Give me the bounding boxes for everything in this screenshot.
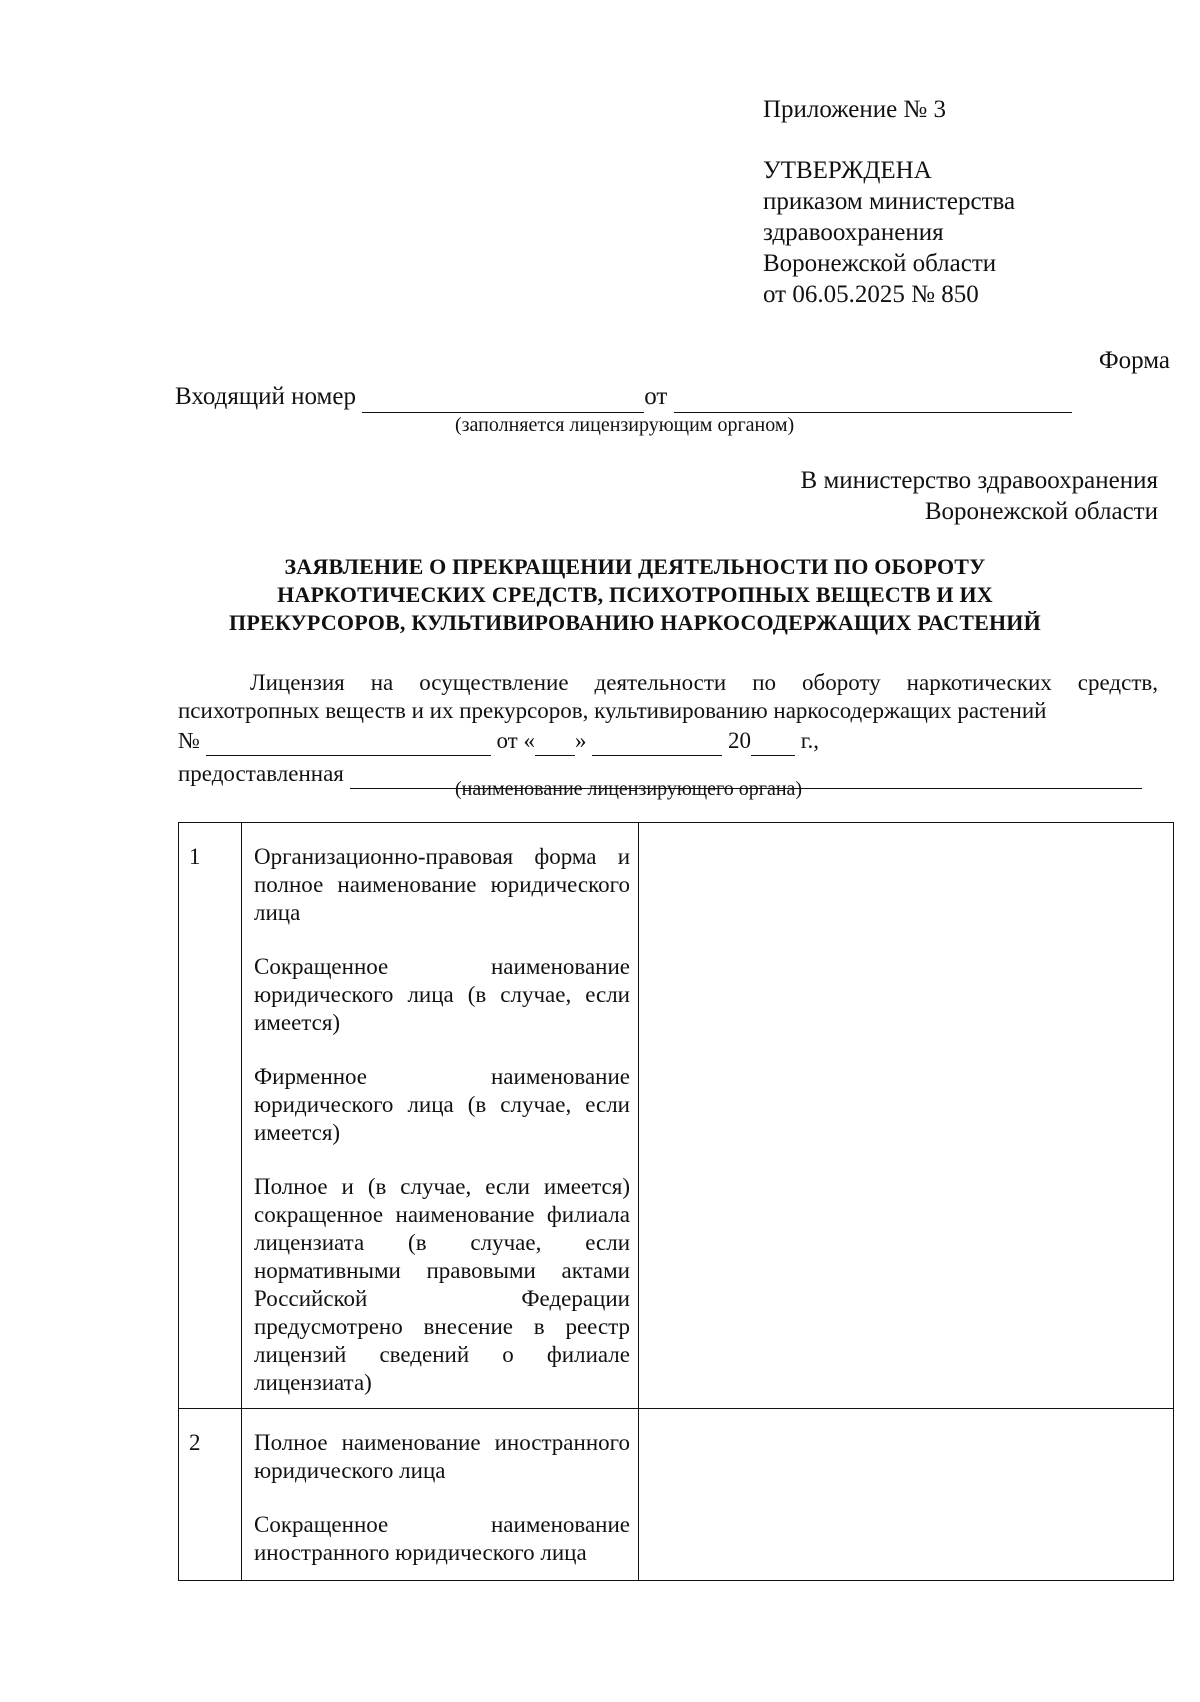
license-granted-label: предоставленная [178, 761, 344, 786]
row-paragraph: Организационно-правовая форма и полное наименование юридического лица [254, 844, 630, 925]
row-value-cell[interactable] [639, 1409, 1174, 1581]
table-row [179, 1409, 1174, 1581]
licensing-authority-hint: (наименование лицензирующего органа) [455, 778, 803, 800]
addressee-line: Воронежской области [924, 498, 1158, 525]
table-row [179, 823, 1174, 1409]
application-table [178, 822, 1174, 1581]
row-description [242, 823, 639, 1409]
license-year-prefix: 20 [727, 728, 751, 753]
license-day-field[interactable] [535, 727, 575, 756]
addressee-block [801, 465, 1158, 527]
row-paragraph: Полное наименование иностранного юридического лица [254, 1430, 630, 1483]
title-line: НАРКОТИЧЕСКИХ СРЕДСТВ, ПСИХОТРОПНЫХ ВЕЩЕСТВ И ИХ [277, 582, 993, 607]
license-number-field[interactable] [206, 727, 491, 756]
row-paragraph: Сокращенное наименование иностранного юридического лица [254, 1512, 630, 1565]
license-text: Лицензия на осуществление деятельности по обороту наркотических средств, психотропных веществ и их прекурсоров, культивированию наркосодержащих растений [178, 670, 1158, 723]
row-paragraph: Полное и (в случае, если имеется) сокращенное наименование филиала лицензиата (в случае, если нормативными правовыми актами Российской Федерации предусмотрено внесение в реестр лицензий сведений о филиале лицензиата) [254, 1174, 630, 1395]
incoming-number-row [175, 381, 1072, 413]
form-label: Форма [1098, 347, 1170, 374]
title-line: ЗАЯВЛЕНИЕ О ПРЕКРАЩЕНИИ ДЕЯТЕЛЬНОСТИ ПО ОБОРОТУ [284, 554, 986, 579]
incoming-date-field[interactable] [674, 381, 1072, 413]
approval-line: от 06.05.2025 № 850 [763, 281, 979, 308]
license-month-field[interactable] [592, 727, 722, 756]
document-title [150, 553, 1120, 637]
license-quote-close: » [574, 728, 587, 753]
license-year-field[interactable] [751, 727, 795, 756]
row-paragraph: Фирменное наименование юридического лица (в случае, если имеется) [254, 1064, 630, 1145]
incoming-number-field[interactable] [362, 381, 644, 413]
incoming-date-label: от [644, 383, 668, 410]
incoming-number-label: Входящий номер [175, 383, 356, 410]
license-number-row [178, 727, 1158, 756]
row-number: 2 [179, 1409, 242, 1581]
addressee-line: В министерство здравоохранения [800, 467, 1158, 494]
license-year-suffix: г., [800, 728, 820, 753]
row-description [242, 1409, 639, 1581]
approval-block [763, 155, 1015, 310]
approval-heading: УТВЕРЖДЕНА [763, 157, 932, 184]
approval-line: Воронежской области [763, 250, 997, 277]
license-date-label: от « [496, 728, 535, 753]
title-line: ПРЕКУРСОРОВ, КУЛЬТИВИРОВАНИЮ НАРКОСОДЕРЖАЩИХ РАСТЕНИЙ [229, 610, 1041, 635]
row-value-cell[interactable] [639, 823, 1174, 1409]
approval-line: здравоохранения [763, 219, 944, 246]
approval-line: приказом министерства [763, 188, 1016, 215]
appendix-label: Приложение № 3 [763, 96, 947, 123]
license-number-label: № [178, 728, 200, 753]
row-number: 1 [179, 823, 242, 1409]
incoming-hint: (заполняется лицензирующим органом) [455, 414, 795, 436]
license-block [178, 669, 1158, 789]
row-paragraph: Сокращенное наименование юридического лица (в случае, если имеется) [254, 954, 630, 1035]
